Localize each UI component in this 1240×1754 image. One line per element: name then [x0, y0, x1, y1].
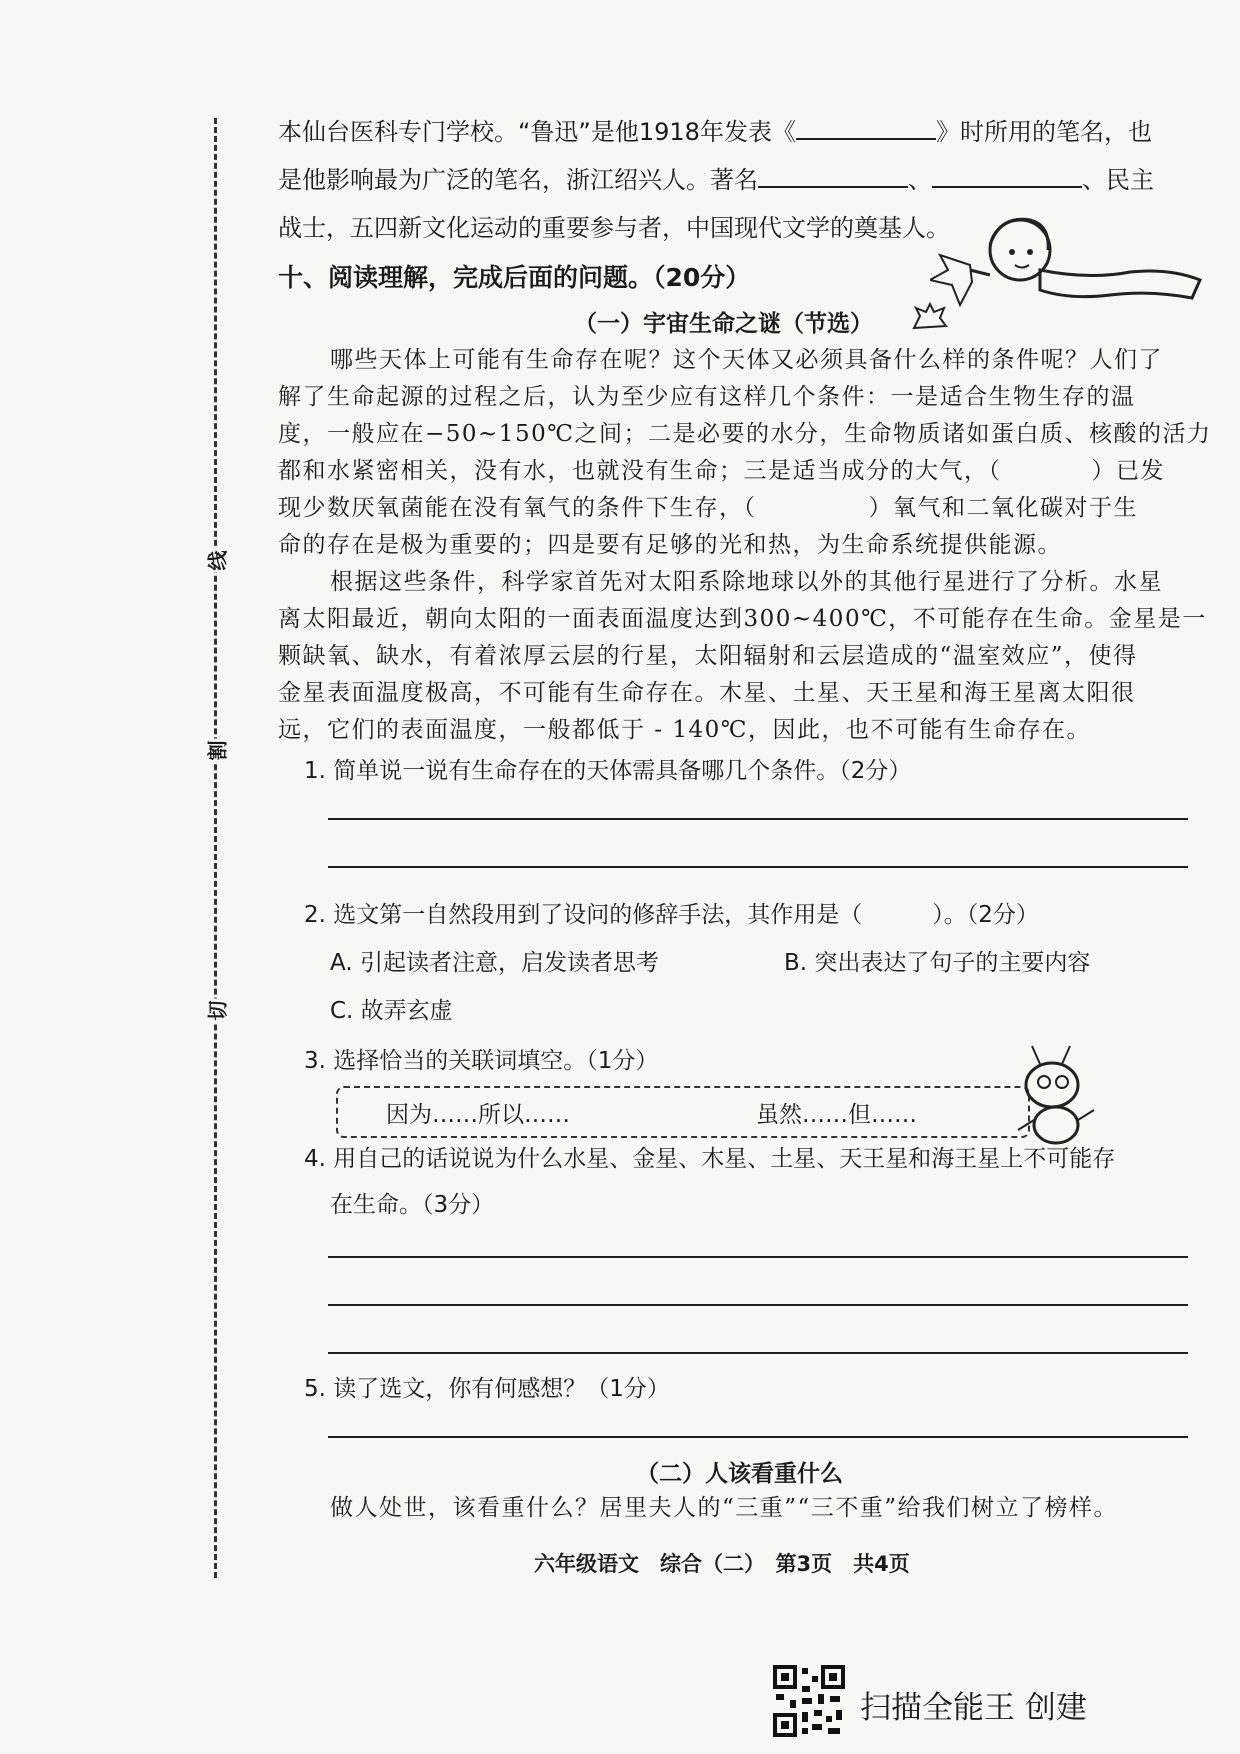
- p1-line-5: 现少数厌氧菌能在没有氧气的条件下生存，（ ）氧气和二氧化碳对于生: [278, 495, 1138, 521]
- answer-line-q1-2[interactable]: [328, 866, 1188, 868]
- top-line-2: 是他影响最为广泛的笔名，浙江绍兴人。著名 、 、民主: [278, 166, 1154, 194]
- answer-line-q4-3[interactable]: [328, 1352, 1188, 1354]
- question-2: 2. 选文第一自然段用到了设问的修辞手法，其作用是（ ）。（2分）: [304, 902, 1039, 928]
- scanner-watermark: 扫描全能王 创建: [860, 1690, 1087, 1726]
- answer-line-q5[interactable]: [328, 1436, 1188, 1438]
- p1-line-6: 命的存在是极为重要的；四是要有足够的光和热，为生命系统提供能源。: [278, 532, 1062, 558]
- p1-line-2: 解了生命起源的过程之后，认为至少应有这样几个条件：一是适合生物生存的温: [278, 384, 1136, 410]
- q2-option-b[interactable]: B. 突出表达了句子的主要内容: [784, 950, 1091, 976]
- page-footer: 六年级语文 综合（二） 第3页 共4页: [534, 1552, 910, 1576]
- p2-line-4: 金星表面温度极高，不可能有生命存在。木星、土星、天王星和海王星离太阳很: [278, 680, 1136, 706]
- question-4-line-1: 4. 用自己的话说说为什么水星、金星、木星、土星、天王星和海王星上不可能存: [304, 1146, 1116, 1172]
- q2-option-c[interactable]: C. 故弄玄虚: [330, 998, 453, 1024]
- question-3: 3. 选择恰当的关联词填空。（1分）: [304, 1048, 659, 1074]
- passage2-title: （二）人该看重什么: [636, 1461, 843, 1487]
- top-line-3: 战士，五四新文化运动的重要参与者，中国现代文学的奠基人。: [278, 214, 950, 242]
- qr-code-icon: [772, 1664, 846, 1738]
- cut-line: [214, 118, 217, 1578]
- blank-identity-1[interactable]: [758, 164, 908, 188]
- p1-line-4: 都和水紧密相关，没有水，也就没有生命；三是适当成分的大气，（ ）已发: [278, 458, 1165, 484]
- word-option-1: 因为……所以……: [386, 1102, 570, 1128]
- p1-line-3: 度，一般应在−50~150℃之间；二是必要的水分，生命物质诸如蛋白质、核酸的活力: [278, 421, 1212, 447]
- blank-identity-2[interactable]: [932, 164, 1082, 188]
- word-option-2: 虽然……但……: [756, 1102, 917, 1128]
- answer-line-q4-2[interactable]: [328, 1304, 1188, 1306]
- question-5: 5. 读了选文，你有何感想？（1分）: [304, 1376, 670, 1402]
- cut-label-qie: 切: [196, 999, 237, 1023]
- cut-label-ge: 割: [196, 739, 237, 763]
- p2-line-1: 根据这些条件，科学家首先对太阳系除地球以外的其他行星进行了分析。水星: [330, 569, 1163, 595]
- section-ten-heading: 十、阅读理解，完成后面的问题。（20分）: [278, 263, 751, 292]
- cut-label-xian: 线: [196, 549, 237, 573]
- passage1-title: （一）宇宙生命之谜（节选）: [574, 311, 873, 337]
- q2-option-a[interactable]: A. 引起读者注意，启发读者思考: [330, 950, 659, 976]
- answer-line-q1-1[interactable]: [328, 818, 1188, 820]
- p1-line-1: 哪些天体上可能有生命存在呢？这个天体又必须具备什么样的条件呢？人们了: [330, 347, 1163, 373]
- passage2-line-1: 做人处世，该看重什么？居里夫人的“三重”“三不重”给我们树立了榜样。: [330, 1495, 1119, 1521]
- reading-girl-illustration: [930, 210, 1210, 320]
- top-line-1: 本仙台医科专门学校。“鲁迅”是他1918年发表《 》时所用的笔名，也: [278, 118, 1152, 146]
- blank-work-title[interactable]: [796, 116, 936, 140]
- ant-cartoon-illustration: [1010, 1040, 1100, 1150]
- leaf-icon: [912, 302, 948, 330]
- answer-line-q4-1[interactable]: [328, 1256, 1188, 1258]
- p2-line-5: 远，它们的表面温度，一般都低于 - 140℃，因此，也不可能有生命存在。: [278, 717, 1092, 743]
- question-1: 1. 简单说一说有生命存在的天体需具备哪几个条件。（2分）: [304, 758, 912, 784]
- p2-line-3: 颗缺氧、缺水，有着浓厚云层的行星，太阳辐射和云层造成的“温室效应”，使得: [278, 643, 1138, 669]
- p2-line-2: 离太阳最近，朝向太阳的一面表面温度达到300~400℃，不可能存在生命。金星是一: [278, 606, 1207, 632]
- question-4-line-2: 在生命。（3分）: [330, 1192, 495, 1218]
